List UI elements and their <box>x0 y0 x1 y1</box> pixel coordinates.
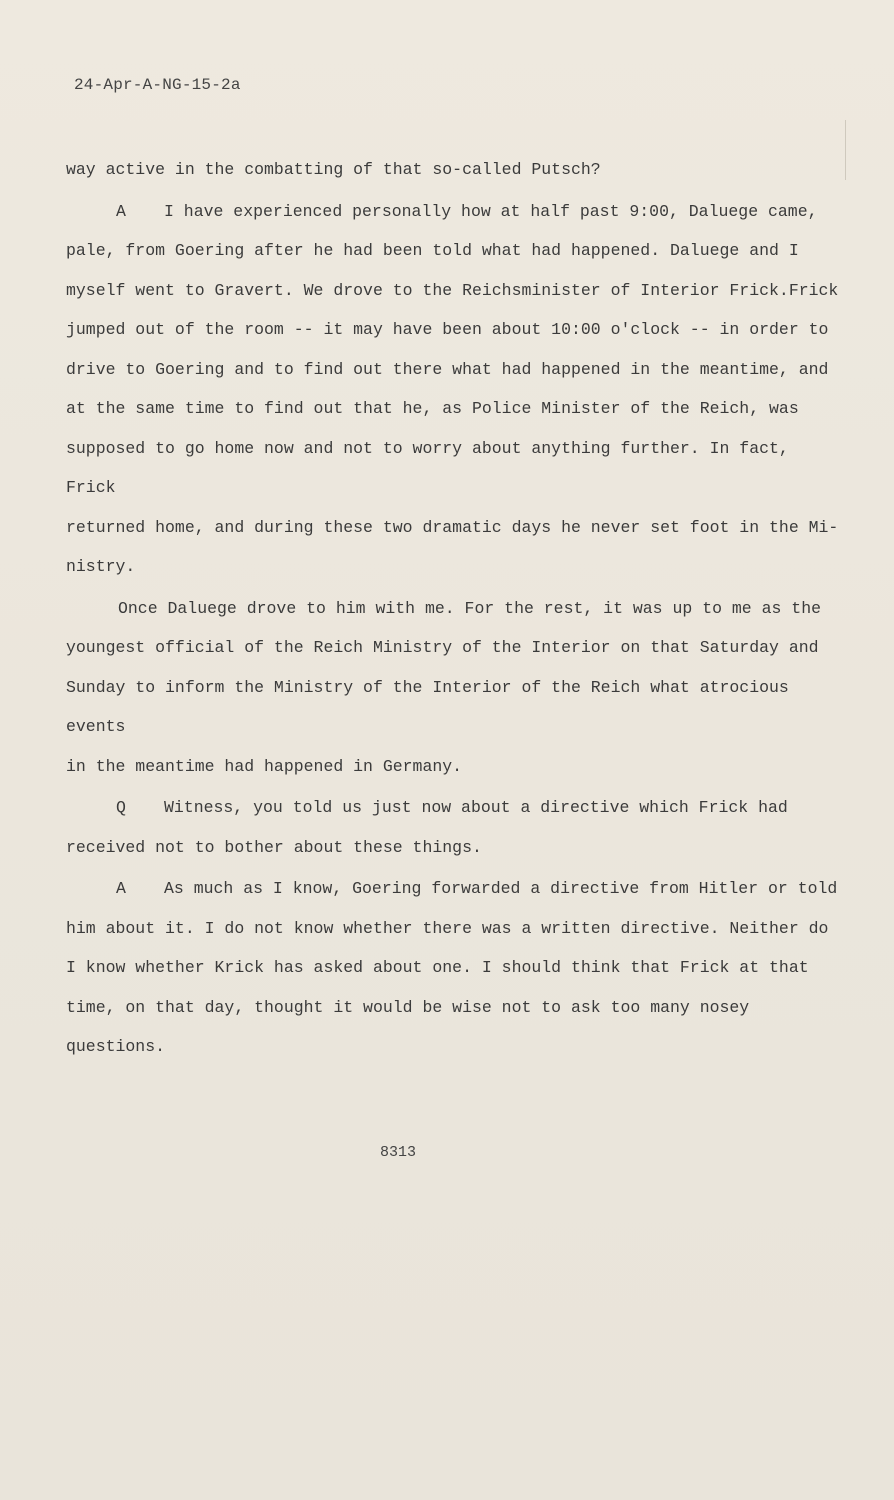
text-line: at the same time to find out that he, as Police Minister of the Reich, was <box>66 399 799 418</box>
paragraph-2 <box>66 589 846 787</box>
answer-paragraph-1 <box>66 192 846 587</box>
text-line: time, on that day, thought it would be wise not to ask too many nosey questions. <box>66 997 750 1056</box>
text-line: I know whether Krick has asked about one. I should think that Frick at that <box>66 958 809 977</box>
text-line: Sunday to inform the Ministry of the Interior of the Reich what atrocious events <box>66 677 789 736</box>
opening-line <box>66 150 846 190</box>
document-reference: 24-Apr-A-NG-15-2a <box>74 76 241 94</box>
text-line: way active in the combatting of that so-called Putsch? <box>66 160 601 179</box>
text-line: received not to bother about these things. <box>66 837 482 857</box>
text-line: A As much as I know, Goering forwarded a directive from Hitler or told <box>66 869 846 909</box>
speaker-label: Q <box>116 798 126 817</box>
page-number: 8313 <box>380 1144 417 1161</box>
text-line: Q Witness, you told us just now about a directive which Frick had <box>66 788 846 828</box>
answer-paragraph-2 <box>66 869 846 1067</box>
speaker-label: A <box>116 201 126 221</box>
question-paragraph <box>66 788 846 867</box>
text-line: A I have experienced personally how at half past 9:00, Daluege came, <box>66 192 846 232</box>
text-line: youngest official of the Reich Ministry of the Interior on that Saturday and <box>66 638 819 657</box>
text-line: returned home, and during these two dramatic days he never set foot in the Mi- <box>66 517 839 537</box>
text-line: nistry. <box>66 557 136 576</box>
text-line: drive to Goering and to find out there what had happened in the meantime, and <box>66 359 829 379</box>
transcript-body <box>66 150 846 1069</box>
text-line: pale, from Goering after he had been told what had happened. Daluege and I <box>66 241 799 260</box>
text-line: supposed to go home now and not to worry about anything further. In fact, Frick <box>66 438 789 497</box>
text-line: jumped out of the room -- it may have been about 10:00 o'clock -- in order to <box>66 320 829 339</box>
text-line: Once Daluege drove to him with me. For the rest, it was up to me as the <box>118 598 822 618</box>
text-line: him about it. I do not know whether there was a written directive. Neither do <box>66 918 829 938</box>
speaker-label: A <box>116 879 126 898</box>
text-line: in the meantime had happened in Germany. <box>66 756 463 776</box>
text-line: myself went to Gravert. We drove to the Reichsminister of Interior Frick.Frick <box>66 280 839 300</box>
